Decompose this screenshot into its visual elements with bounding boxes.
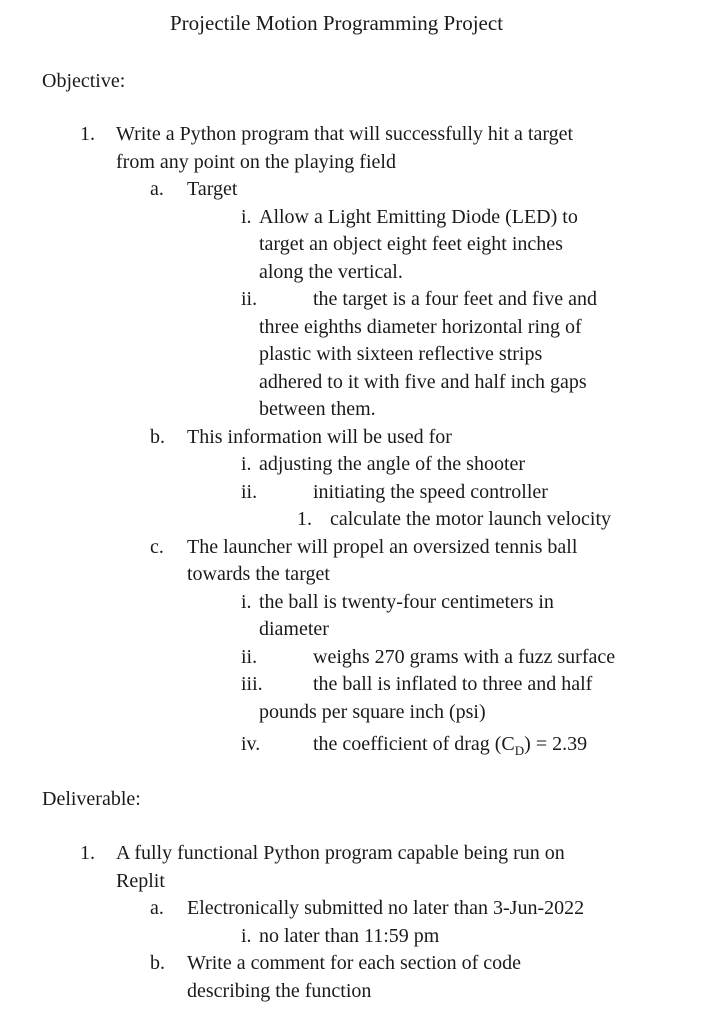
target-ii-line-4: adhered to it with five and half inch gaps [259, 370, 587, 393]
objective-heading: Objective: [42, 70, 126, 92]
deliverable-a-i-text: no later than 11:59 pm [259, 924, 440, 947]
launcher-iii-line-1: the ball is inflated to three and half [313, 673, 593, 695]
drag-suffix: ) = 2.39 [524, 733, 588, 755]
info-heading: This information will be used for [187, 425, 452, 448]
deliverable-b-line-1: Write a comment for each section of code [187, 952, 522, 974]
target-ii-label: ii. [241, 288, 258, 310]
target-i-line-3: along the vertical. [259, 260, 403, 283]
deliverable-heading: Deliverable: [42, 788, 141, 810]
info-ii-label: ii. [241, 480, 258, 503]
launcher-iv-label: iv. [241, 733, 261, 755]
objective-item-1-line-1: Write a Python program that will successfully hit a target [116, 123, 574, 145]
launcher-line-1: The launcher will propel an oversized tennis ball [187, 535, 578, 558]
launcher-iii-line-2: pounds per square inch (psi) [259, 700, 486, 723]
target-ii-line-3: plastic with sixteen reflective strips [259, 343, 543, 365]
deliverable-a-i-label: i. [241, 924, 252, 947]
info-ii-1-label: 1. [297, 508, 312, 530]
deliverable-item-1-number: 1. [80, 842, 95, 864]
deliverable-b-line-2: describing the function [187, 979, 372, 1002]
launcher-label: c. [150, 535, 164, 558]
target-label: a. [150, 178, 164, 200]
launcher-i-label: i. [241, 590, 252, 613]
info-ii-text: initiating the speed controller [313, 480, 548, 503]
target-ii-line-5: between them. [259, 398, 376, 420]
launcher-ii-text: weighs 270 grams with a fuzz surface [313, 645, 616, 668]
launcher-i-line-2: diameter [259, 618, 329, 640]
launcher-i-line-1: the ball is twenty-four centimeters in [259, 590, 554, 613]
deliverable-item-1-line-1: A fully functional Python program capable being run on [116, 842, 565, 864]
target-i-label: i. [241, 205, 252, 228]
target-ii-line-1: the target is a four feet and five and [313, 288, 597, 310]
deliverable-item-1-line-2: Replit [116, 869, 165, 892]
objective-item-1-number: 1. [80, 123, 95, 145]
target-i-line-2: target an object eight feet eight inches [259, 233, 563, 255]
deliverable-a-text: Electronically submitted no later than 3-Jun-2022 [187, 897, 585, 919]
target-heading: Target [187, 178, 238, 200]
page-title: Projectile Motion Programming Project [170, 11, 504, 35]
drag-prefix: the coefficient of drag (C [313, 733, 515, 755]
info-ii-1-text: calculate the motor launch velocity [330, 508, 611, 530]
drag-coefficient-text [313, 731, 587, 765]
objective-item-1-line-2: from any point on the playing field [116, 150, 396, 173]
info-label: b. [150, 425, 165, 448]
target-i-line-1: Allow a Light Emitting Diode (LED) to [259, 205, 578, 228]
info-i-text: adjusting the angle of the shooter [259, 453, 526, 475]
launcher-line-2: towards the target [187, 563, 330, 585]
deliverable-a-label: a. [150, 897, 164, 919]
target-ii-line-2: three eighths diameter horizontal ring of [259, 315, 582, 338]
launcher-iii-label: iii. [241, 673, 263, 695]
launcher-ii-label: ii. [241, 645, 258, 668]
info-i-label: i. [241, 453, 252, 475]
deliverable-b-label: b. [150, 952, 165, 974]
drag-subscript: D [514, 743, 525, 758]
